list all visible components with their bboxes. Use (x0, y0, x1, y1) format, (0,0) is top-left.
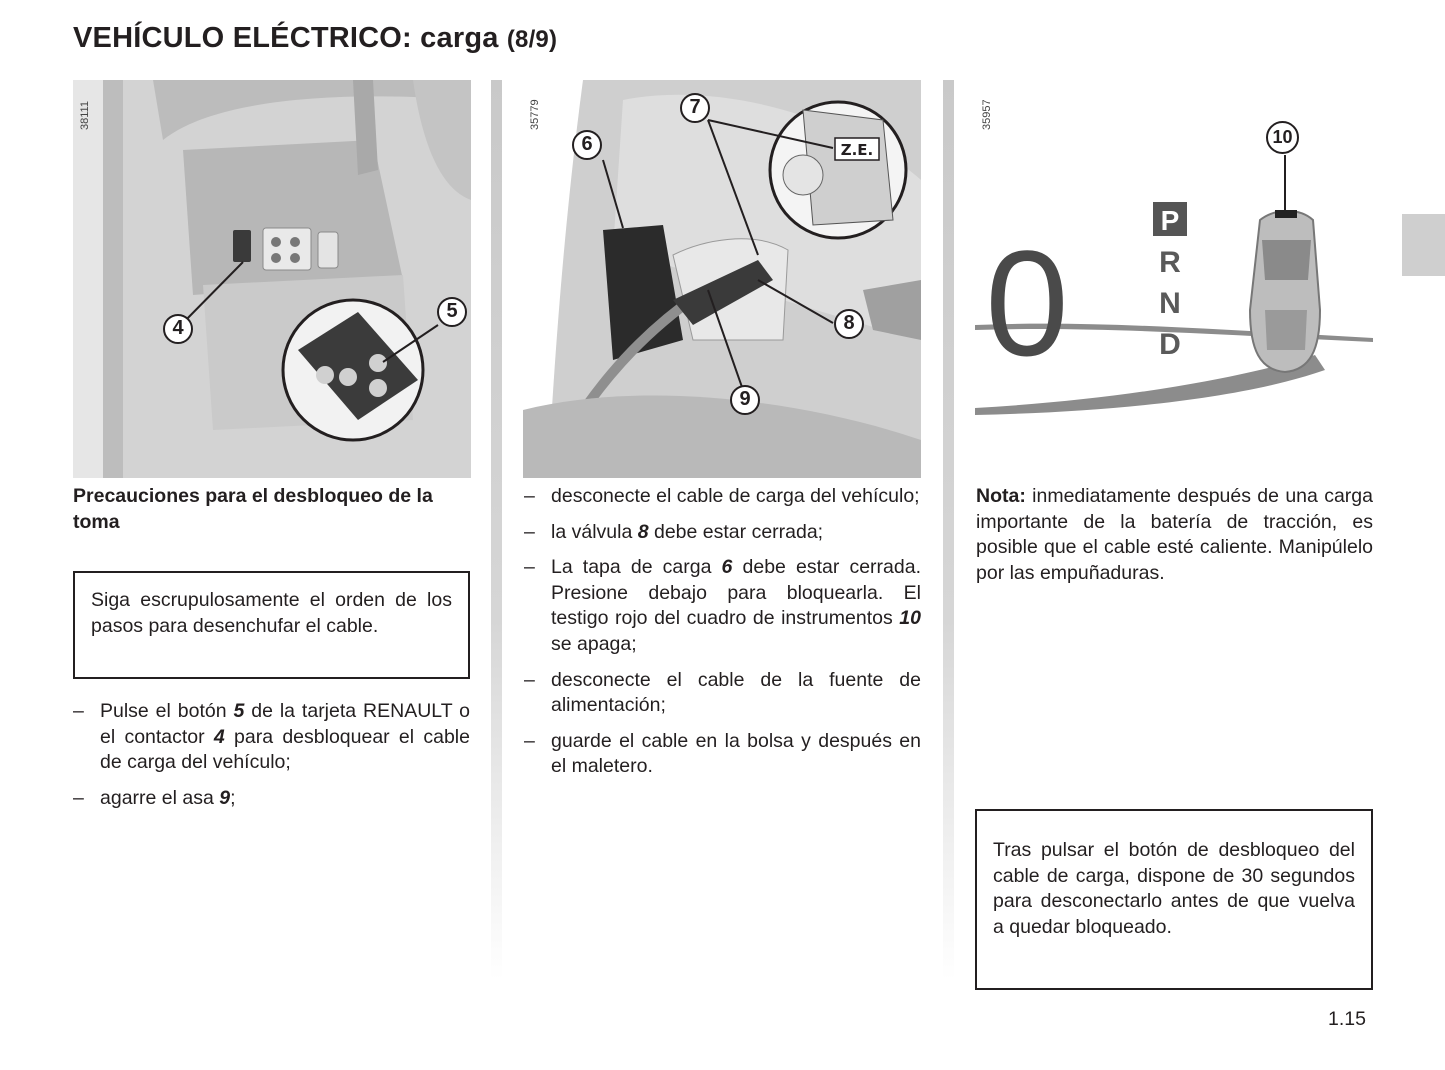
callout-6: 6 (572, 130, 602, 160)
callout-7: 7 (680, 93, 710, 123)
column-separator (943, 80, 954, 980)
step-item: – agarre el asa 9; (73, 786, 470, 812)
figure-code: 38111 (79, 101, 91, 130)
info-text: Tras pulsar el botón de desbloqueo del cable de carga, dispone de 30 segundos para desconectarlo antes de que vuelva a quedar bloqueado. (993, 839, 1355, 938)
left-heading-block (73, 484, 463, 535)
callout-10: 10 (1266, 121, 1299, 154)
left-steps (73, 699, 470, 821)
callout-8: 8 (834, 309, 864, 339)
step-item: – desconecte el cable de carga del vehículo; (524, 484, 921, 510)
figure-unlock-button (73, 80, 471, 478)
section-heading: Precauciones para el desbloqueo de la toma (73, 485, 433, 533)
figure-charging-socket (523, 80, 921, 478)
callout-4: 4 (163, 314, 193, 344)
gear-p: P (1160, 205, 1180, 236)
figure-instrument-cluster (975, 80, 1373, 478)
instrument-cluster-illustration (975, 80, 1373, 478)
step-item: – la válvula 8 debe estar cerrada; (524, 520, 921, 546)
title-part-number: (8/9) (506, 26, 558, 53)
note-label: Nota: (976, 485, 1026, 507)
figure-code: 35957 (981, 99, 993, 130)
step-item: – La tapa de carga 6 debe estar cerrada. Presione debajo para bloquearla. El testigo rojo del cuadro de instrumentos 10 se apaga; (524, 555, 921, 657)
callout-9: 9 (730, 385, 760, 415)
section-tab (1402, 214, 1445, 276)
ze-label: Z.E. (840, 141, 874, 159)
column-separator (491, 80, 502, 980)
gear-r: R (1159, 246, 1181, 279)
note-paragraph: Nota: inmediatamente después de una carga importante de la batería de tracción, es posible que el cable esté caliente. Manipúlelo por las empuñaduras. (976, 485, 1373, 584)
warning-text: Siga escrupulosamente el orden de los pasos para desenchufar el cable. (91, 589, 452, 637)
step-item: – guarde el cable en la bolsa y después en el maletero. (524, 729, 921, 780)
page-title: VEHÍCULO ELÉCTRICO: carga (8/9) (73, 22, 558, 54)
info-box (975, 809, 1373, 990)
dashboard-illustration (73, 80, 471, 478)
warning-box (73, 571, 470, 679)
step-item: – Pulse el botón 5 de la tarjeta RENAULT o el contactor 4 para desbloquear el cable de carga del vehículo; (73, 699, 470, 776)
note-block (976, 484, 1373, 586)
gear-n: N (1159, 287, 1181, 320)
callout-5: 5 (437, 297, 467, 327)
figure-code: 35779 (529, 99, 541, 130)
page-number: 1.15 (1328, 1008, 1366, 1030)
middle-steps (524, 484, 921, 790)
speed-digit: 0 (985, 219, 1069, 387)
gear-d: D (1159, 328, 1181, 361)
step-item: – desconecte el cable de la fuente de alimentación; (524, 668, 921, 719)
